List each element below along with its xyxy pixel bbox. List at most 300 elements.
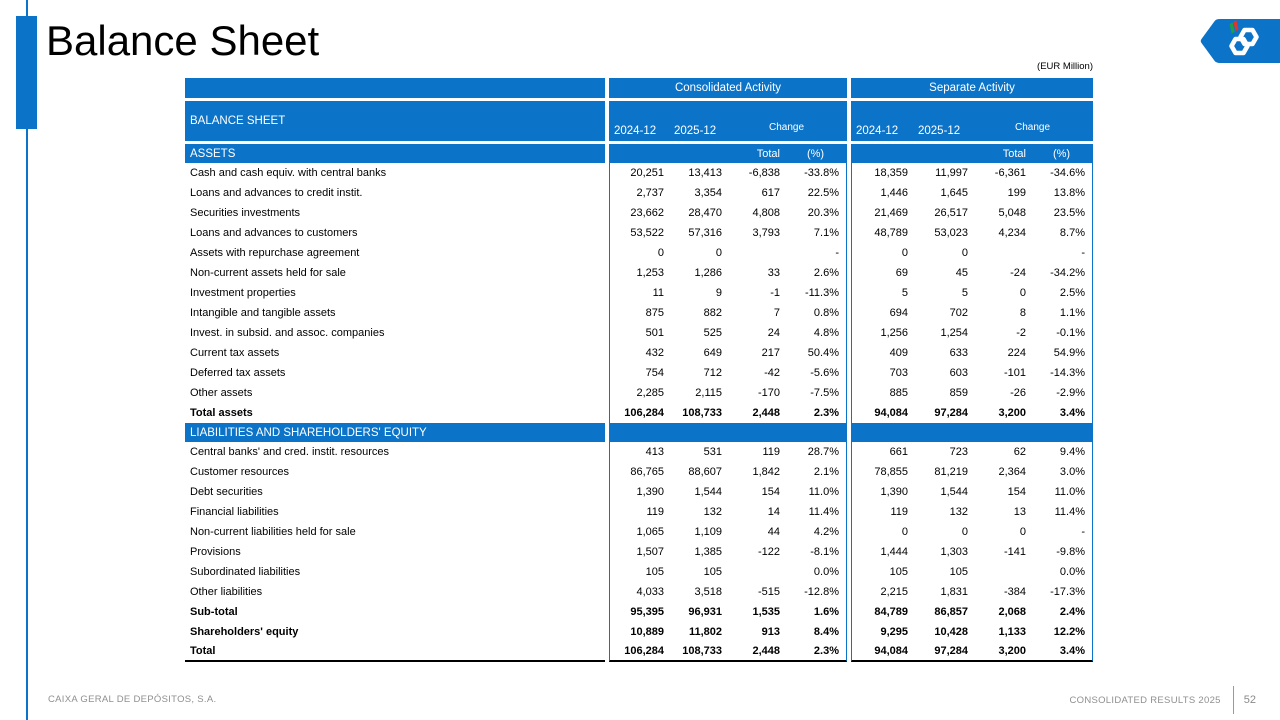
value-cell: 9.4% (1059, 446, 1085, 458)
value-cell: 11,802 (688, 626, 722, 638)
value-cell: -2.9% (1056, 387, 1085, 399)
value-cell: -17.3% (1050, 586, 1085, 598)
value-cell: 0 (961, 247, 968, 259)
value-cell: 20,251 (630, 167, 664, 179)
value-cell: 1.1% (1059, 307, 1085, 319)
unit-note: (EUR Million) (1037, 61, 1093, 72)
values-consolidated (609, 462, 847, 482)
values-separate (851, 163, 1093, 183)
values-consolidated (609, 562, 847, 582)
value-cell: 199 (1007, 187, 1026, 199)
value-cell: 2,737 (636, 187, 664, 199)
value-cell: 2,215 (880, 586, 908, 598)
cgd-logo-icon (1200, 19, 1280, 63)
value-cell: 10,889 (630, 626, 664, 638)
row-label: Provisions (190, 546, 241, 558)
value-cell: 78,855 (874, 466, 908, 478)
subheader-total: Total (1002, 147, 1026, 160)
section-header-row (185, 423, 1093, 442)
value-cell: -1 (770, 287, 780, 299)
row-label: Loans and advances to customers (190, 227, 358, 239)
value-cell: 5 (961, 287, 968, 299)
table-row (185, 522, 1093, 542)
value-cell: 105 (645, 566, 664, 578)
value-cell: 119 (762, 446, 780, 458)
table-row (185, 403, 1093, 423)
value-cell: 53,023 (934, 227, 968, 239)
footer-company-name: CAIXA GERAL DE DEPÓSITOS, S.A. (48, 694, 217, 705)
value-cell: 94,084 (874, 645, 908, 657)
section-subheaders-c (609, 144, 847, 163)
values-consolidated (609, 363, 847, 383)
value-cell: 2.3% (813, 645, 839, 657)
values-consolidated (609, 383, 847, 403)
values-separate (851, 622, 1093, 642)
values-consolidated (609, 602, 847, 622)
group-header-separate: Separate Activity (851, 78, 1093, 98)
values-consolidated (609, 582, 847, 602)
value-cell: 97,284 (934, 645, 968, 657)
value-cell: 617 (761, 187, 780, 199)
values-separate (851, 562, 1093, 582)
footer-divider (1233, 686, 1234, 714)
values-separate (851, 343, 1093, 363)
value-cell: -34.6% (1050, 167, 1085, 179)
value-cell: 28,470 (688, 207, 722, 219)
values-separate (851, 203, 1093, 223)
value-cell: 2,115 (695, 387, 722, 399)
value-cell: 54.9% (1053, 347, 1085, 359)
value-cell: 3,518 (694, 586, 722, 598)
value-cell: 11,997 (935, 167, 968, 179)
value-cell: 45 (955, 267, 968, 279)
value-cell: 633 (949, 347, 968, 359)
table-row (185, 482, 1093, 502)
value-cell: -12.8% (804, 586, 839, 598)
row-label: Intangible and tangible assets (190, 307, 336, 319)
value-cell: 7 (773, 307, 780, 319)
values-separate (851, 363, 1093, 383)
value-cell: 1,133 (998, 626, 1026, 638)
value-cell: - (835, 247, 839, 259)
value-cell: 531 (703, 446, 722, 458)
value-cell: -2 (1016, 327, 1026, 339)
value-cell: 48,789 (874, 227, 908, 239)
value-cell: 105 (889, 566, 908, 578)
values-consolidated (609, 183, 847, 203)
row-label: Current tax assets (190, 347, 280, 359)
column-header-row (185, 101, 1093, 141)
row-label: Other assets (190, 387, 253, 399)
value-cell: 26,517 (934, 207, 968, 219)
subheader-pct: (%) (806, 147, 825, 160)
value-cell: 13,413 (688, 167, 722, 179)
section-subheaders-s (851, 144, 1093, 163)
value-cell: 53,522 (630, 227, 664, 239)
period-header: 2025-12 (918, 125, 961, 137)
value-cell: -34.2% (1050, 267, 1085, 279)
row-label: Invest. in subsid. and assoc. companies (190, 327, 385, 339)
change-header: Change (1014, 122, 1051, 133)
row-label: Central banks' and cred. instit. resources (190, 446, 389, 458)
value-cell: 62 (1013, 446, 1026, 458)
value-cell: 18,359 (874, 167, 908, 179)
column-headers-consolidated (609, 101, 847, 141)
value-cell: 9,295 (880, 626, 908, 638)
value-cell: 154 (761, 486, 780, 498)
value-cell: 1,444 (880, 546, 908, 558)
value-cell: 106,284 (624, 645, 664, 657)
value-cell: 882 (703, 307, 722, 319)
title-accent-bar (16, 16, 37, 129)
value-cell: 11.0% (808, 486, 839, 498)
value-cell: 3,793 (752, 227, 780, 239)
value-cell: 8 (1019, 307, 1026, 319)
period-header: 2024-12 (614, 125, 657, 137)
value-cell: 432 (645, 347, 664, 359)
values-consolidated (609, 403, 847, 423)
value-cell (728, 243, 786, 263)
row-label: Investment properties (190, 287, 296, 299)
values-separate (851, 303, 1093, 323)
table-row (185, 223, 1093, 243)
value-cell: 1,507 (636, 546, 664, 558)
value-cell: 5 (901, 287, 908, 299)
value-cell: 13.8% (1053, 187, 1085, 199)
value-cell: 4,808 (752, 207, 780, 219)
values-consolidated (609, 303, 847, 323)
value-cell: 81,219 (934, 466, 968, 478)
values-separate (851, 442, 1093, 462)
value-cell: 703 (889, 367, 908, 379)
row-label: Non-current liabilities held for sale (190, 526, 356, 538)
value-cell: 1,390 (880, 486, 908, 498)
value-cell: 409 (889, 347, 908, 359)
row-label: Debt securities (190, 486, 263, 498)
value-cell: 501 (645, 327, 664, 339)
values-separate (851, 383, 1093, 403)
value-cell: 22.5% (807, 187, 839, 199)
values-consolidated (609, 223, 847, 243)
values-separate (851, 542, 1093, 562)
value-cell: -11.3% (804, 287, 839, 299)
value-cell: - (1081, 247, 1085, 259)
values-consolidated (609, 502, 847, 522)
value-cell: 1,253 (636, 267, 664, 279)
value-cell: 57,316 (688, 227, 722, 239)
table-title-cell: BALANCE SHEET (185, 101, 605, 141)
value-cell: -6,838 (748, 167, 780, 179)
values-consolidated (609, 522, 847, 542)
values-consolidated (609, 542, 847, 562)
value-cell: 1,535 (752, 606, 780, 618)
value-cell: 0 (657, 247, 664, 259)
value-cell: 1,303 (940, 546, 968, 558)
value-cell: 88,607 (688, 466, 722, 478)
section-header-row (185, 144, 1093, 163)
value-cell: 3,200 (998, 407, 1026, 419)
value-cell: 0 (901, 247, 908, 259)
value-cell: 754 (645, 367, 664, 379)
value-cell: 1,286 (694, 267, 722, 279)
values-consolidated (609, 263, 847, 283)
row-label: Non-current assets held for sale (190, 267, 346, 279)
page-number: 52 (1243, 694, 1256, 706)
row-label: Assets with repurchase agreement (190, 247, 360, 259)
table-row (185, 283, 1093, 303)
change-header: Change (768, 122, 805, 133)
value-cell: 119 (646, 506, 664, 518)
values-separate (851, 522, 1093, 542)
value-cell: 11 (652, 287, 664, 299)
value-cell: 694 (889, 307, 908, 319)
values-separate (851, 243, 1093, 263)
values-separate (851, 403, 1093, 423)
value-cell: 1,065 (636, 526, 664, 538)
values-separate (851, 582, 1093, 602)
row-label: Cash and cash equiv. with central banks (190, 167, 387, 179)
values-separate (851, 502, 1093, 522)
value-cell: -6,361 (994, 167, 1026, 179)
value-cell: 21,469 (874, 207, 908, 219)
value-cell: 97,284 (934, 407, 968, 419)
row-label: Other liabilities (190, 586, 263, 598)
value-cell: 0 (1019, 526, 1026, 538)
cgd-logo (1200, 19, 1280, 63)
value-cell (974, 562, 1032, 582)
section-subheaders-c (609, 423, 847, 442)
value-cell: 108,733 (682, 407, 722, 419)
value-cell: 132 (703, 506, 722, 518)
value-cell: 5,048 (998, 207, 1026, 219)
period-header: 2024-12 (856, 125, 899, 137)
value-cell: 8.7% (1059, 227, 1085, 239)
value-cell: 23,662 (630, 207, 664, 219)
value-cell: 224 (1007, 347, 1026, 359)
row-label: Deferred tax assets (190, 367, 286, 379)
values-consolidated (609, 622, 847, 642)
value-cell: 154 (1007, 486, 1026, 498)
values-consolidated (609, 163, 847, 183)
section-name: ASSETS (185, 144, 605, 163)
table-row (185, 542, 1093, 562)
value-cell: 13 (1013, 506, 1026, 518)
value-cell: -24 (1010, 267, 1026, 279)
table-body (185, 144, 1093, 662)
table-row (185, 442, 1093, 462)
table-row (185, 383, 1093, 403)
value-cell: 86,857 (934, 606, 968, 618)
value-cell: 3.4% (1059, 645, 1085, 657)
value-cell: -384 (1003, 586, 1026, 598)
values-separate (851, 642, 1093, 662)
value-cell: -9.8% (1056, 546, 1085, 558)
value-cell: 0 (1019, 287, 1026, 299)
section-subheaders-s (851, 423, 1093, 442)
table-row (185, 642, 1093, 662)
value-cell: -14.3% (1050, 367, 1085, 379)
value-cell: 661 (889, 446, 908, 458)
table-row (185, 363, 1093, 383)
value-cell: 1,831 (940, 586, 968, 598)
values-separate (851, 602, 1093, 622)
row-label: Total (185, 642, 605, 662)
value-cell: 14 (767, 506, 780, 518)
value-cell: 2,285 (636, 387, 664, 399)
value-cell: 603 (949, 367, 968, 379)
value-cell: 106,284 (624, 407, 664, 419)
value-cell: 84,789 (874, 606, 908, 618)
values-separate (851, 223, 1093, 243)
value-cell: 119 (890, 506, 908, 518)
value-cell: 2,364 (998, 466, 1026, 478)
table-row (185, 502, 1093, 522)
value-cell: -101 (1003, 367, 1026, 379)
value-cell: 44 (767, 526, 780, 538)
value-cell: 95,395 (630, 606, 664, 618)
values-consolidated (609, 442, 847, 462)
section-name: LIABILITIES AND SHAREHOLDERS' EQUITY (185, 423, 605, 442)
group-header-row (185, 78, 1093, 98)
value-cell: 105 (949, 566, 968, 578)
value-cell: 3,354 (694, 187, 722, 199)
values-consolidated (609, 283, 847, 303)
table-row (185, 562, 1093, 582)
table-row (185, 243, 1093, 263)
value-cell: -26 (1010, 387, 1026, 399)
value-cell: 3,200 (998, 645, 1026, 657)
values-separate (851, 482, 1093, 502)
value-cell: 525 (703, 327, 722, 339)
value-cell: 105 (703, 566, 722, 578)
value-cell: 28.7% (807, 446, 839, 458)
value-cell: 69 (895, 267, 908, 279)
value-cell: 3.4% (1059, 407, 1085, 419)
value-cell: 132 (949, 506, 968, 518)
table-row (185, 303, 1093, 323)
values-separate (851, 283, 1093, 303)
value-cell: 913 (761, 626, 780, 638)
value-cell: -7.5% (810, 387, 839, 399)
value-cell: -33.8% (804, 167, 839, 179)
value-cell: 2.6% (813, 267, 839, 279)
row-label: Total assets (190, 407, 253, 419)
value-cell: 2,448 (752, 407, 780, 419)
values-consolidated (609, 642, 847, 662)
value-cell: 2.5% (1059, 287, 1085, 299)
value-cell: 11.4% (808, 506, 839, 518)
value-cell: 11.4% (1054, 506, 1085, 518)
value-cell: - (1081, 526, 1085, 538)
column-headers-separate (851, 101, 1093, 141)
value-cell: 23.5% (1053, 207, 1085, 219)
value-cell: -515 (757, 586, 780, 598)
value-cell: 0.8% (813, 307, 839, 319)
row-label: Shareholders' equity (190, 626, 299, 638)
value-cell: 7.1% (813, 227, 839, 239)
page-title: Balance Sheet (46, 17, 320, 64)
value-cell: -42 (764, 367, 780, 379)
value-cell: 20.3% (807, 207, 839, 219)
value-cell: 1,842 (752, 466, 780, 478)
values-consolidated (609, 343, 847, 363)
row-label: Securities investments (190, 207, 301, 219)
value-cell: 4.2% (813, 526, 839, 538)
table-row (185, 622, 1093, 642)
value-cell: -0.1% (1056, 327, 1085, 339)
subheader-total: Total (756, 147, 780, 160)
group-header-spacer (185, 78, 605, 98)
value-cell: 0 (901, 526, 908, 538)
value-cell: 2,448 (752, 645, 780, 657)
value-cell: 1,385 (694, 546, 722, 558)
value-cell: 9 (715, 287, 722, 299)
value-cell: 94,084 (874, 407, 908, 419)
value-cell: 10,428 (934, 626, 968, 638)
value-cell: 1,256 (880, 327, 908, 339)
value-cell: 2.4% (1059, 606, 1085, 618)
values-separate (851, 323, 1093, 343)
values-consolidated (609, 243, 847, 263)
value-cell: 4,234 (998, 227, 1026, 239)
value-cell: 0 (961, 526, 968, 538)
table-row (185, 602, 1093, 622)
value-cell: -170 (757, 387, 780, 399)
value-cell: 723 (949, 446, 968, 458)
row-label: Subordinated liabilities (190, 566, 301, 578)
value-cell: 702 (949, 307, 968, 319)
value-cell: 712 (703, 367, 722, 379)
value-cell: 217 (761, 347, 780, 359)
row-label: Customer resources (190, 466, 290, 478)
table-row (185, 462, 1093, 482)
value-cell: 50.4% (807, 347, 839, 359)
table-row (185, 163, 1093, 183)
value-cell: 86,765 (630, 466, 664, 478)
values-consolidated (609, 203, 847, 223)
value-cell: 413 (645, 446, 664, 458)
value-cell: -5.6% (810, 367, 839, 379)
value-cell: -122 (757, 546, 780, 558)
value-cell: 0 (715, 247, 722, 259)
values-separate (851, 183, 1093, 203)
table-row (185, 183, 1093, 203)
value-cell: 11.0% (1054, 486, 1085, 498)
value-cell: 1,446 (880, 187, 908, 199)
value-cell: 1,390 (636, 486, 664, 498)
values-consolidated (609, 323, 847, 343)
value-cell: 885 (889, 387, 908, 399)
value-cell: 1,645 (940, 187, 968, 199)
value-cell: 8.4% (813, 626, 839, 638)
value-cell: 3.0% (1059, 466, 1085, 478)
value-cell: 2,068 (998, 606, 1026, 618)
value-cell: 2.1% (813, 466, 839, 478)
value-cell: 1,109 (694, 526, 722, 538)
table-row (185, 343, 1093, 363)
values-consolidated (609, 482, 847, 502)
table-row (185, 323, 1093, 343)
table-row (185, 203, 1093, 223)
row-label: Financial liabilities (190, 506, 279, 518)
value-cell: 24 (767, 327, 780, 339)
value-cell: 859 (949, 387, 968, 399)
values-separate (851, 462, 1093, 482)
value-cell: 1,544 (940, 486, 968, 498)
group-header-consolidated: Consolidated Activity (609, 78, 847, 98)
value-cell: 875 (645, 307, 664, 319)
value-cell: -141 (1003, 546, 1026, 558)
